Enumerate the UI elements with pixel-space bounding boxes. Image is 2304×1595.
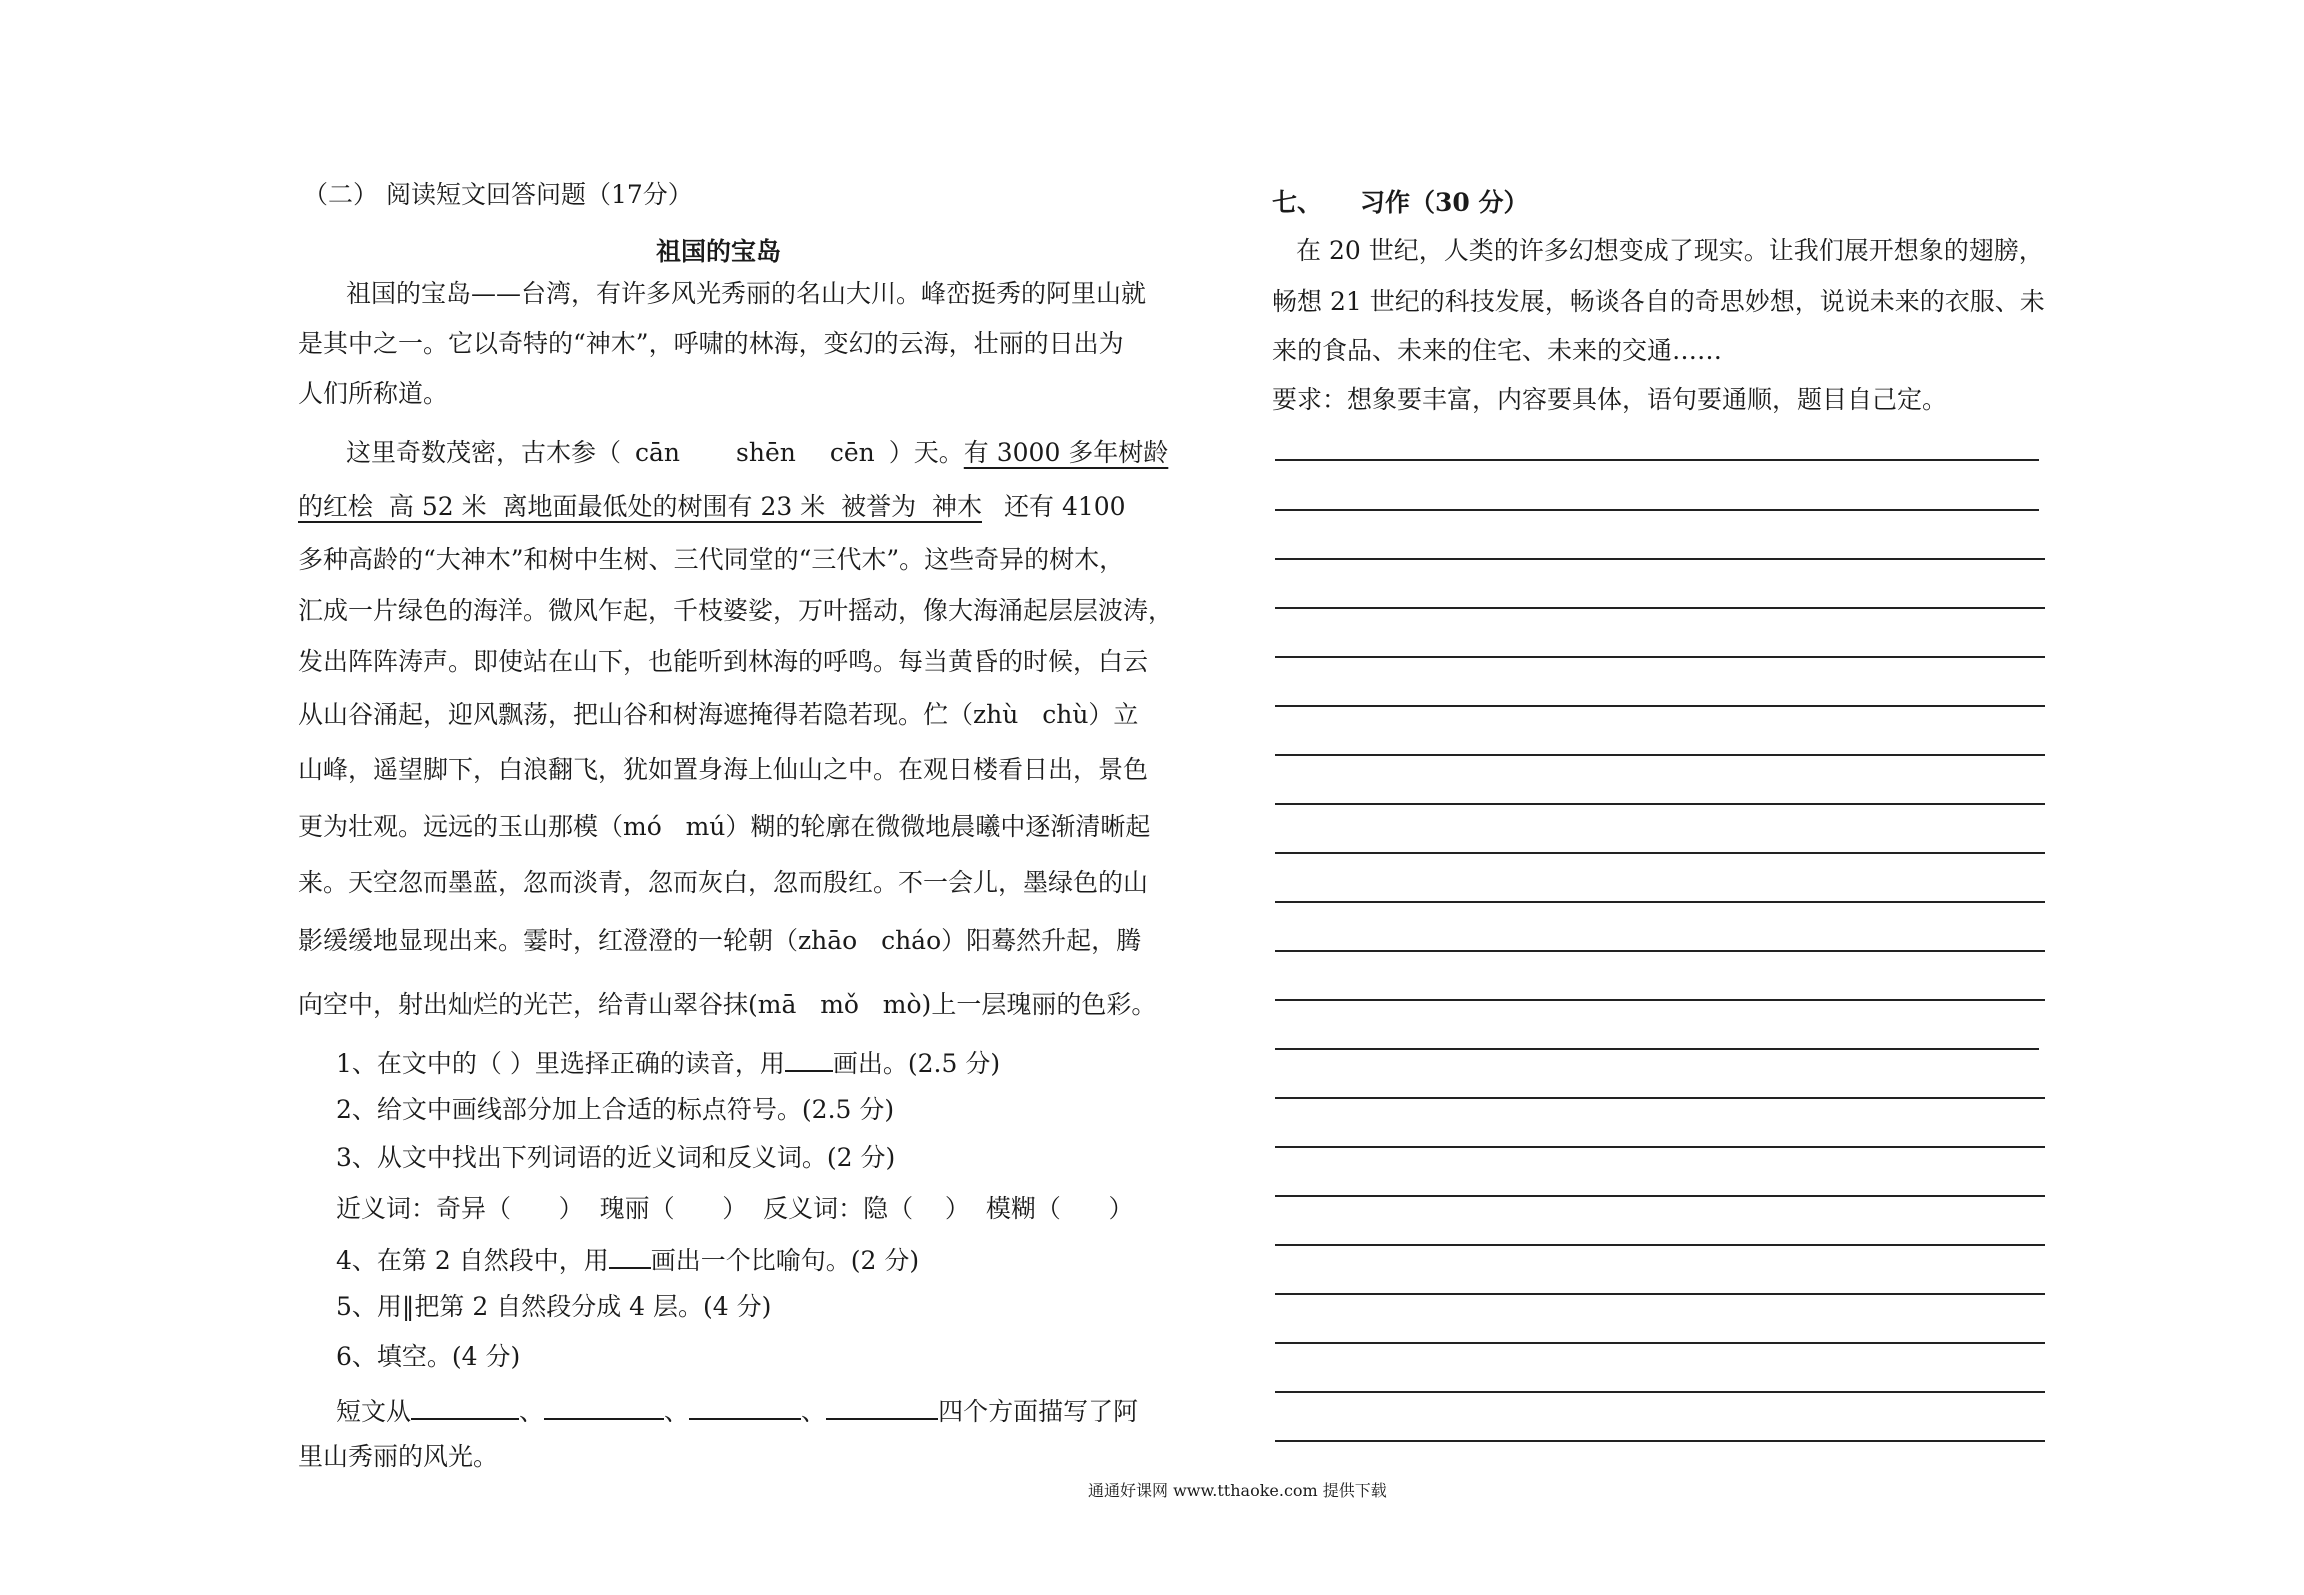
writing-line[interactable] [1275,803,2045,805]
writing-line[interactable] [1275,999,2045,1001]
passage-title: 祖国的宝岛 [656,237,782,266]
writing-line[interactable] [1275,901,2045,903]
requirement: 要求：想象要丰富，内容要具体，语句要通顺，题目自己定。 [1272,385,1948,414]
underlined-text: 的红桧 高 52 米 离地面最低处的树围有 23 米 被誉为 神木 [298,492,982,521]
underlined-text: 有 3000 多年树龄 [963,438,1169,467]
question-6-fill-end: 里山秀丽的风光。 [298,1442,499,1471]
prompt-line: 在 20 世纪，人类的许多幻想变成了现实。让我们展开想象的翅膀， [1296,236,2044,265]
question-5: 5、用‖把第 2 自然段分成 4 层。(4 分) [336,1292,772,1321]
writing-line[interactable] [1275,1195,2045,1197]
writing-line[interactable] [1275,1391,2045,1393]
paragraph-line: 人们所称道。 [298,379,449,408]
separator: 、 [519,1397,545,1426]
paragraph-line: 更为壮观。远远的玉山那模（mó mú）糊的轮廓在微微地晨曦中逐渐清晰起 [298,812,1151,841]
writing-line[interactable] [1275,558,2045,560]
question-4 [336,1243,919,1276]
paragraph-line: 山峰，遥望脚下，白浪翻飞，犹如置身海上仙山之中。在观日楼看日出，景色 [298,755,1149,784]
paragraph-line: 从山谷涌起，迎风飘荡，把山谷和树海遮掩得若隐若现。伫（zhù chù）立 [298,700,1139,729]
writing-line[interactable] [1275,1440,2045,1442]
prompt-line: 来的食品、未来的住宅、未来的交通…… [1272,336,1723,365]
writing-line[interactable] [1275,705,2045,707]
text-span: 这里奇数茂密，古木参（ [346,438,622,467]
writing-line[interactable] [1275,459,2039,461]
prompt-line: 畅想 21 世纪的科技发展，畅谈各自的奇思妙想，说说未来的衣服、未 [1272,287,2045,316]
pinyin-option: shēn [736,438,796,467]
text-span: 还有 4100 [1004,492,1126,521]
question-2: 2、给文中画线部分加上合适的标点符号。(2.5 分) [336,1095,895,1124]
paragraph-line: 多种高龄的“大神木”和树中生树、三代同堂的“三代木”。这些奇异的树木， [298,545,1125,574]
writing-line[interactable] [1275,1048,2039,1050]
pinyin-option: cēn [829,438,875,467]
footer-credit: 通通好课网 www.tthaoke.com 提供下载 [1088,1481,1387,1500]
writing-line[interactable] [1275,1244,2045,1246]
answer-blank[interactable] [689,1394,801,1420]
paragraph-line: 影缓缓地显现出来。霎时，红澄澄的一轮朝（zhāo cháo）阳蓦然升起，腾 [298,926,1142,955]
writing-line[interactable] [1275,1146,2045,1148]
question-text: 短文从 [336,1397,412,1426]
pinyin-option: cān [635,438,681,467]
question-text: 画出。(2.5 分) [832,1049,1001,1078]
question-6: 6、填空。(4 分) [336,1342,521,1371]
writing-line[interactable] [1275,607,2045,609]
question-text: 1、在文中的（ ）里选择正确的读音，用 [336,1049,785,1078]
writing-line[interactable] [1275,656,2045,658]
paragraph-line: 发出阵阵涛声。即使站在山下，也能听到林海的呼鸣。每当黄昏的时候，白云 [298,647,1149,676]
question-6-fill [336,1394,1138,1427]
writing-line[interactable] [1275,1293,2045,1295]
paragraph-line [346,438,1168,468]
writing-line[interactable] [1275,1342,2045,1344]
question-1 [336,1046,1000,1079]
question-text: 画出一个比喻句。(2 分) [650,1246,920,1275]
answer-blank[interactable] [826,1394,938,1420]
text-span: ）天。 [888,438,964,467]
answer-blank[interactable] [411,1394,519,1420]
writing-line[interactable] [1275,852,2045,854]
question-text: 四个方面描写了阿 [938,1397,1139,1426]
paragraph-line: 是其中之一。它以奇特的“神木”，呼啸的林海，变幻的云海，壮丽的日出为 [298,329,1124,358]
paragraph-line [298,492,1126,522]
question-text: 4、在第 2 自然段中，用 [336,1246,609,1275]
writing-line[interactable] [1275,754,2045,756]
paragraph-line: 来。天空忽而墨蓝，忽而淡青，忽而灰白，忽而殷红。不一会儿，墨绿色的山 [298,868,1149,897]
writing-line[interactable] [1275,950,2045,952]
answer-blank[interactable] [544,1394,664,1420]
separator: 、 [801,1397,827,1426]
section-title: 习作（30 分） [1360,188,1529,217]
writing-line[interactable] [1275,1097,2045,1099]
section-title: （二） 阅读短文回答问题（17分） [303,180,693,209]
paragraph-line: 汇成一片绿色的海洋。微风乍起，千枝婆娑，万叶摇动，像大海涌起层层波涛， [298,596,1174,625]
underline-mark [785,1046,833,1072]
question-3-words: 近义词：奇异（ ） 瑰丽（ ） 反义词：隐（ ） 模糊（ ） [336,1194,1134,1223]
question-3: 3、从文中找出下列词语的近义词和反义词。(2 分) [336,1143,896,1172]
writing-line[interactable] [1275,509,2039,511]
section-number: 七、 [1272,188,1323,217]
separator: 、 [664,1397,690,1426]
paragraph-line: 向空中，射出灿烂的光芒，给青山翠谷抹(mā mǒ mò)上一层瑰丽的色彩。 [298,990,1157,1019]
paragraph-line: 祖国的宝岛——台湾，有许多风光秀丽的名山大川。峰峦挺秀的阿里山就 [346,279,1147,308]
underline-mark [609,1243,651,1269]
